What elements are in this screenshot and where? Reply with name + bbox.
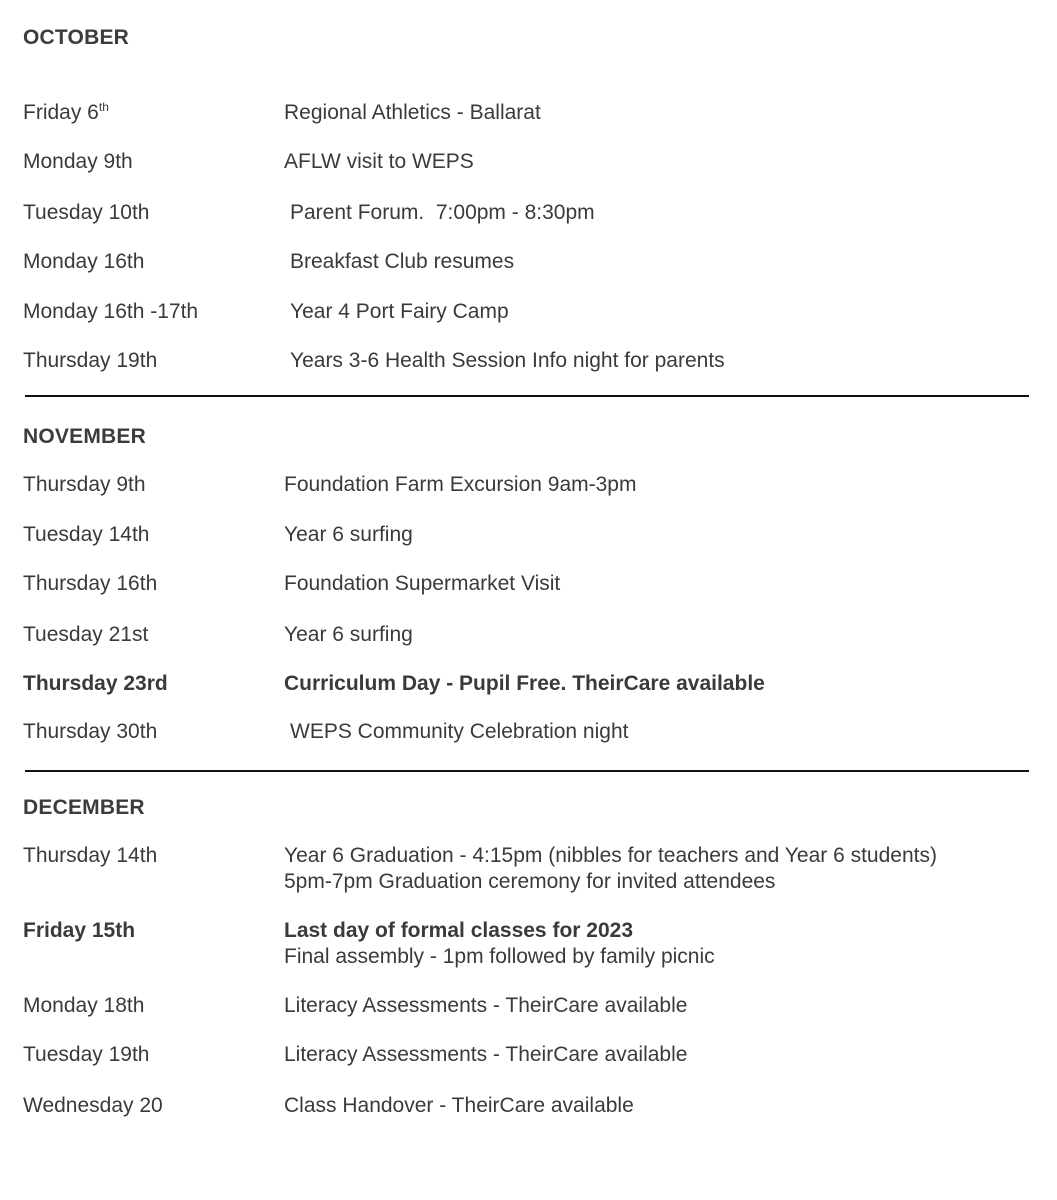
event-date: Tuesday 19th (23, 1043, 150, 1066)
event-description: Regional Athletics - Ballarat (284, 101, 541, 124)
event-description: Foundation Supermarket Visit (284, 572, 561, 595)
event-description-main: Last day of formal classes for 2023 (284, 919, 633, 942)
event-description: Parent Forum. 7:00pm - 8:30pm (290, 201, 595, 224)
event-date: Wednesday 20 (23, 1094, 163, 1117)
event-description: Year 6 surfing (284, 523, 413, 546)
event-description: WEPS Community Celebration night (290, 720, 629, 743)
event-description-sub: 5pm-7pm Graduation ceremony for invited attendees (284, 870, 776, 893)
event-date: Thursday 9th (23, 473, 146, 496)
event-date: Thursday 19th (23, 349, 158, 372)
event-description: Years 3-6 Health Session Info night for parents (290, 349, 725, 372)
event-date: Thursday 14th (23, 844, 158, 867)
event-date-text: Friday 6 (23, 101, 99, 124)
event-description: Year 4 Port Fairy Camp (290, 300, 509, 323)
event-description: Breakfast Club resumes (290, 250, 515, 273)
event-date: Thursday 30th (23, 720, 158, 743)
section-divider (25, 770, 1029, 772)
event-description-sub: Final assembly - 1pm followed by family picnic (284, 945, 715, 968)
event-description (284, 918, 715, 970)
event-date: Thursday 16th (23, 572, 158, 595)
event-date: Thursday 23rd (23, 672, 168, 695)
event-description: Literacy Assessments - TheirCare available (284, 994, 688, 1017)
event-date: Monday 16th -17th (23, 300, 199, 323)
month-heading-december: DECEMBER (23, 796, 145, 819)
event-date: Tuesday 14th (23, 523, 150, 546)
event-description: Literacy Assessments - TheirCare available (284, 1043, 688, 1066)
event-description (284, 671, 765, 697)
month-heading-november: NOVEMBER (23, 425, 146, 448)
event-description-main: Year 6 Graduation - 4:15pm (nibbles for teachers and Year 6 students) (284, 844, 937, 867)
event-description: Class Handover - TheirCare available (284, 1094, 634, 1117)
event-date: Monday 9th (23, 150, 133, 173)
event-description-main: Curriculum Day - Pupil Free. TheirCare available (284, 672, 765, 695)
event-date-suffix: th (98, 100, 109, 114)
event-description (284, 843, 937, 895)
event-date: Tuesday 10th (23, 201, 150, 224)
event-date: Monday 18th (23, 994, 145, 1017)
event-description: Year 6 surfing (284, 623, 413, 646)
event-date: Tuesday 21st (23, 623, 149, 646)
event-date: Friday 15th (23, 919, 136, 942)
event-description: Foundation Farm Excursion 9am-3pm (284, 473, 637, 496)
section-divider (25, 395, 1029, 397)
month-heading-october: OCTOBER (23, 26, 130, 49)
event-date (23, 100, 109, 126)
event-date: Monday 16th (23, 250, 145, 273)
event-description: AFLW visit to WEPS (284, 150, 474, 173)
